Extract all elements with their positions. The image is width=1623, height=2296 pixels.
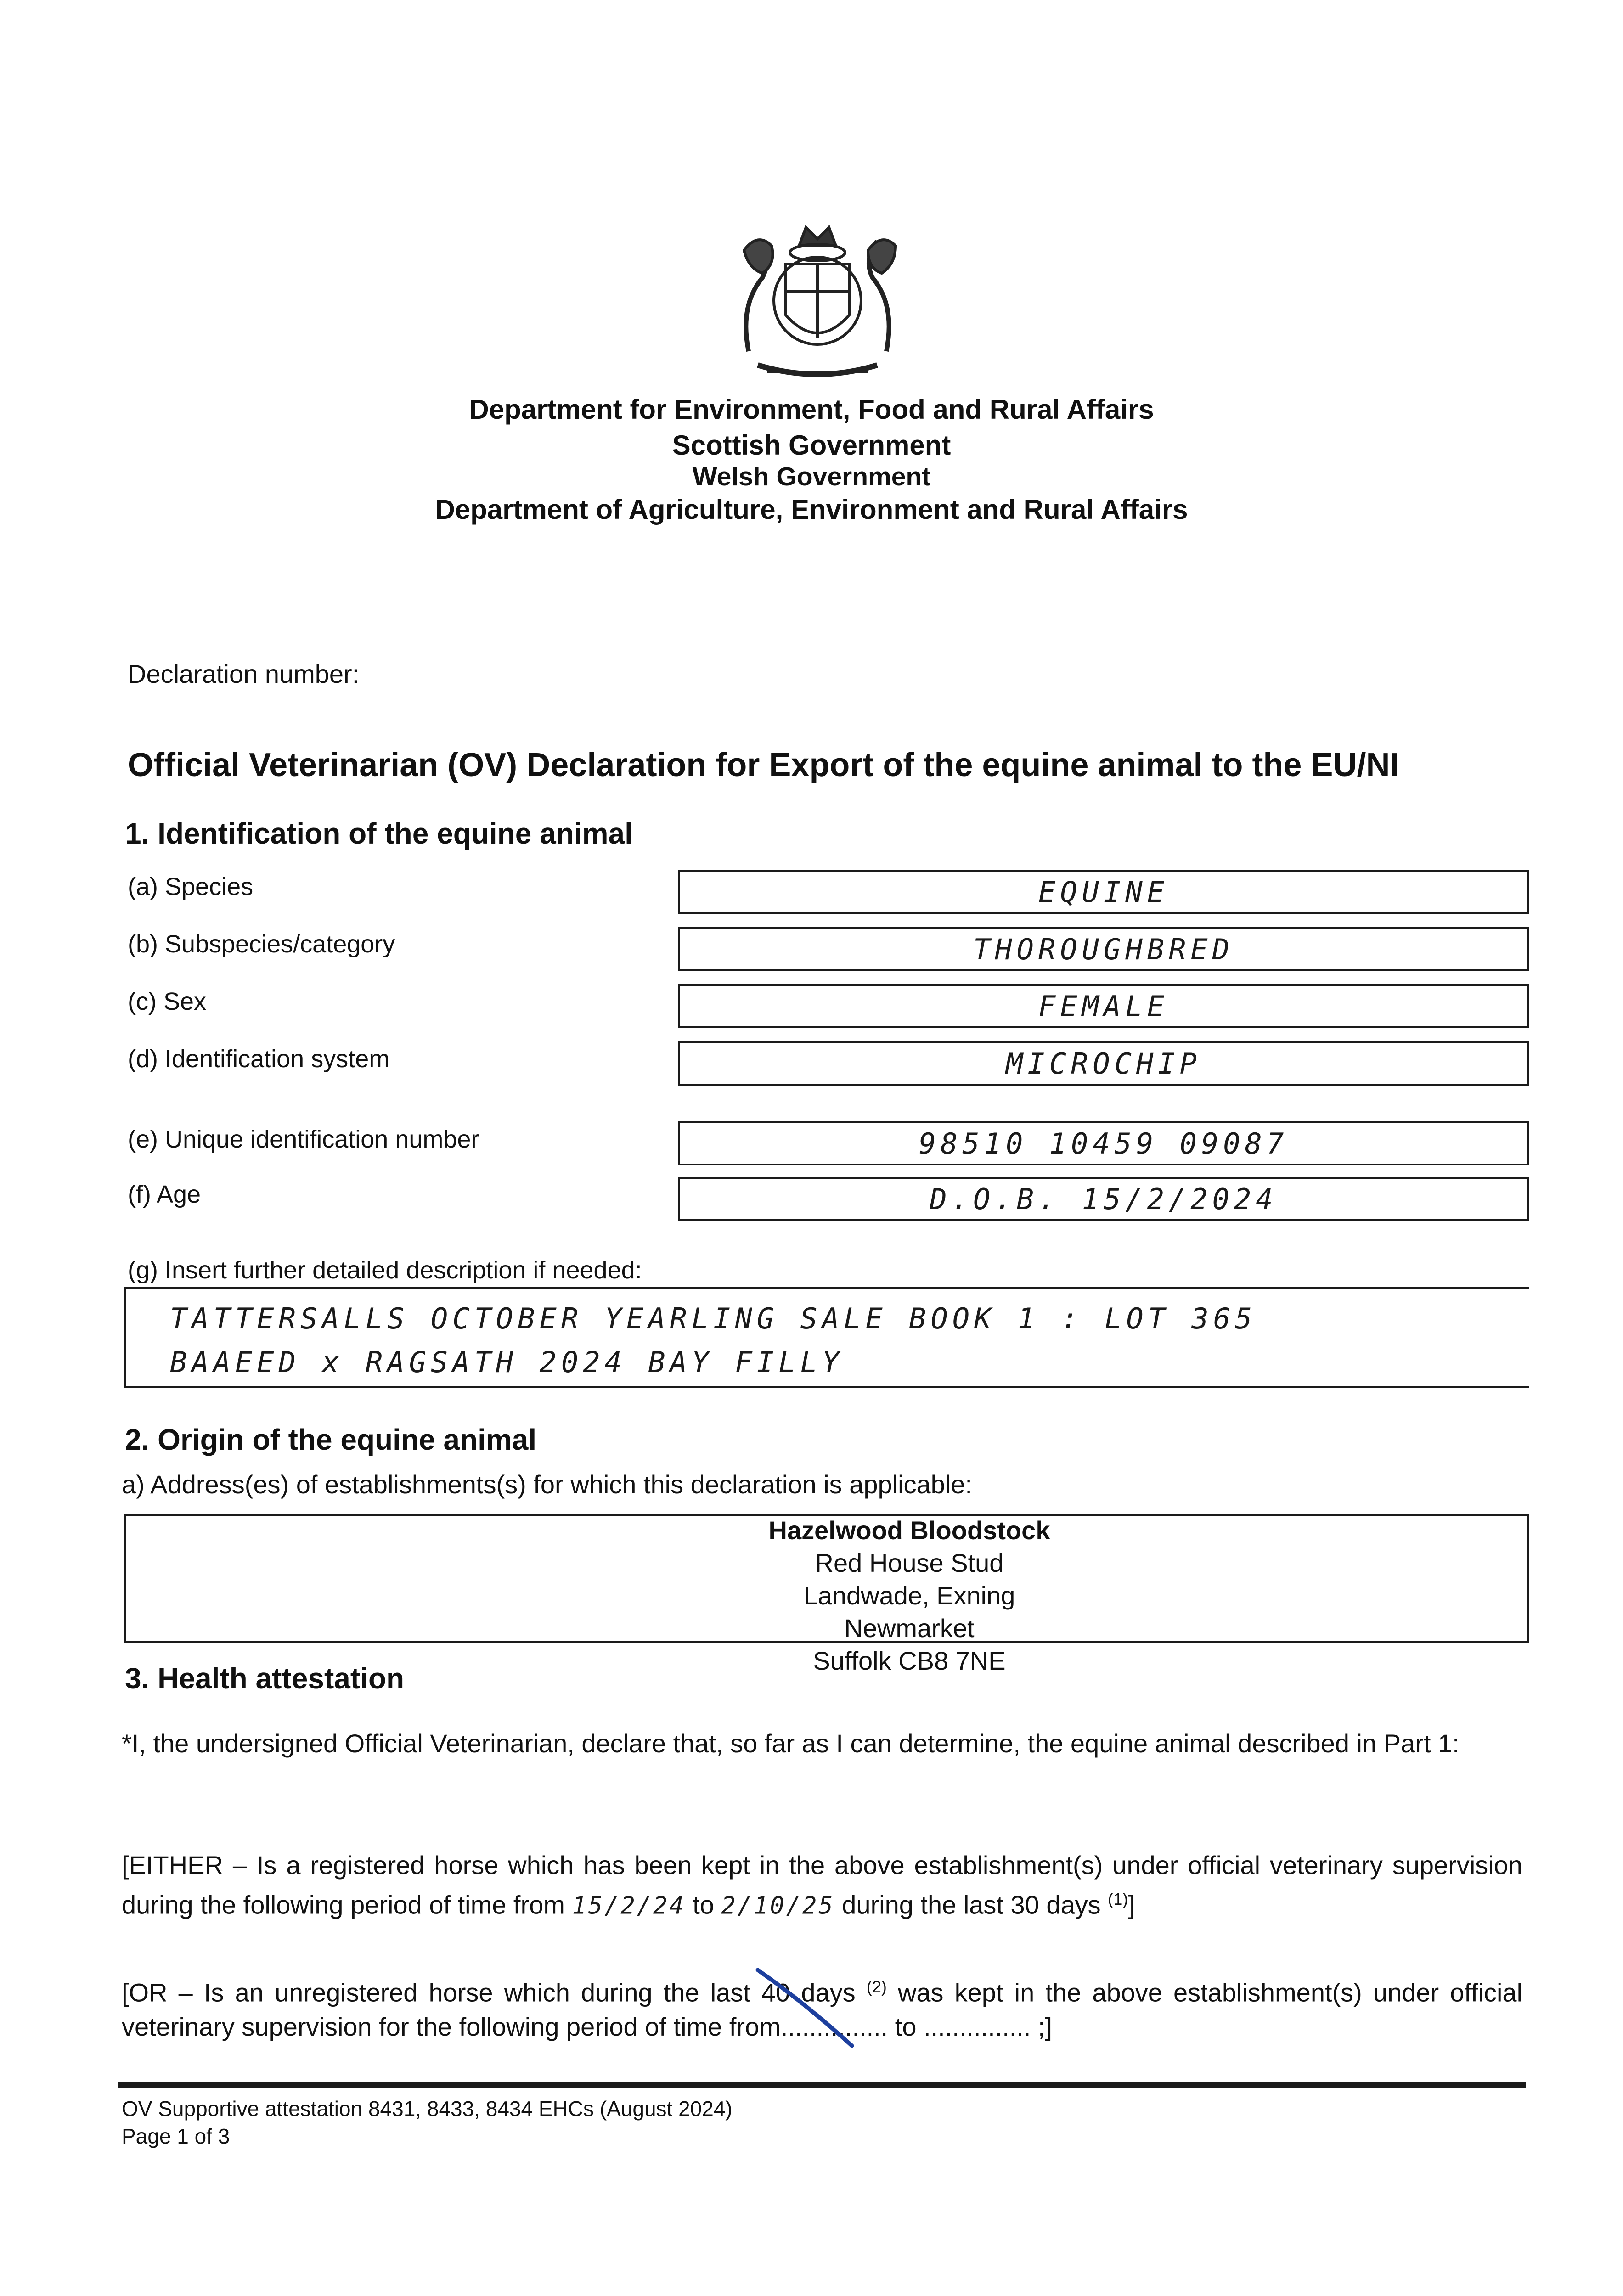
address-line-2: Red House Stud — [815, 1548, 1004, 1577]
royal-crest-icon — [721, 214, 914, 388]
either-tail-text: during the last 30 days — [834, 1890, 1108, 1919]
subspecies-label: (b) Subspecies/category — [128, 930, 395, 958]
identification-system-label: (d) Identification system — [128, 1045, 390, 1073]
either-statement — [122, 1848, 1522, 1923]
pen-strike-mark — [749, 1961, 859, 2053]
address-line-4: Newmarket — [844, 1614, 975, 1643]
either-to-date: 2/10/25 — [721, 1892, 835, 1920]
either-end: ] — [1128, 1890, 1135, 1919]
page-title: Official Veterinarian (OV) Declaration for Export of the equine animal to the EU/NI — [128, 747, 1399, 783]
species-label: (a) Species — [128, 873, 254, 900]
description-label: (g) Insert further detailed description if needed: — [128, 1256, 642, 1284]
address-block — [680, 1514, 1139, 1677]
department-daera: Department of Agriculture, Environment and Rural Affairs — [435, 494, 1188, 525]
footer-attestation: OV Supportive attestation 8431, 8433, 8434 EHCs (August 2024) — [122, 2097, 733, 2121]
either-to-text: to — [685, 1890, 721, 1919]
age-field: D.O.B. 15/2/2024 — [678, 1177, 1529, 1221]
department-scottish-government: Scottish Government — [672, 430, 951, 461]
department-welsh-government: Welsh Government — [692, 462, 931, 491]
section-3-heading: 3. Health attestation — [125, 1662, 405, 1695]
species-field: EQUINE — [678, 870, 1529, 914]
or-text: [OR – Is an unregistered horse which during the last 40 days — [122, 1978, 867, 2007]
either-footnote: (1) — [1108, 1890, 1128, 1908]
address-name: Hazelwood Bloodstock — [768, 1516, 1050, 1545]
address-line-5: Suffolk CB8 7NE — [813, 1646, 1006, 1675]
description-line-1: TATTERSALLS OCTOBER YEARLING SALE BOOK 1 : LOT 365 — [170, 1302, 1257, 1335]
section-2-heading: 2. Origin of the equine animal — [125, 1423, 537, 1456]
or-tail-text: was kept in the above establishment(s) under official veterinary supervision for the following period of time from............... to ............... ;] — [122, 1978, 1523, 2041]
sex-label: (c) Sex — [128, 988, 207, 1015]
unique-id-field: 98510 10459 09087 — [678, 1121, 1529, 1165]
address-label: a) Address(es) of establishments(s) for which this declaration is applicable: — [122, 1470, 972, 1499]
either-text: [EITHER – Is a registered horse which has been kept in the above establishment(s) under official veterinary supervision during the following period of time from — [122, 1851, 1522, 1919]
or-footnote: (2) — [866, 1977, 887, 1996]
footer-rule — [118, 2082, 1526, 2088]
subspecies-field: THOROUGHBRED — [678, 927, 1529, 971]
unique-id-label: (e) Unique identification number — [128, 1125, 479, 1153]
department-defra: Department for Environment, Food and Rural Affairs — [469, 394, 1154, 425]
footer-page-number: Page 1 of 3 — [122, 2124, 230, 2148]
declaration-number-label: Declaration number: — [128, 659, 360, 688]
either-from-date: 15/2/24 — [572, 1892, 686, 1920]
age-label: (f) Age — [128, 1181, 201, 1208]
section-1-heading: 1. Identification of the equine animal — [125, 817, 633, 850]
health-attestation-intro: *I, the undersigned Official Veterinarian, declare that, so far as I can determine, the equine animal described in Part 1: — [122, 1729, 1460, 1758]
sex-field: FEMALE — [678, 984, 1529, 1028]
description-line-2: BAAEED x RAGSATH 2024 BAY FILLY — [170, 1345, 844, 1379]
identification-system-field: MICROCHIP — [678, 1041, 1529, 1086]
address-line-3: Landwade, Exning — [803, 1581, 1015, 1610]
